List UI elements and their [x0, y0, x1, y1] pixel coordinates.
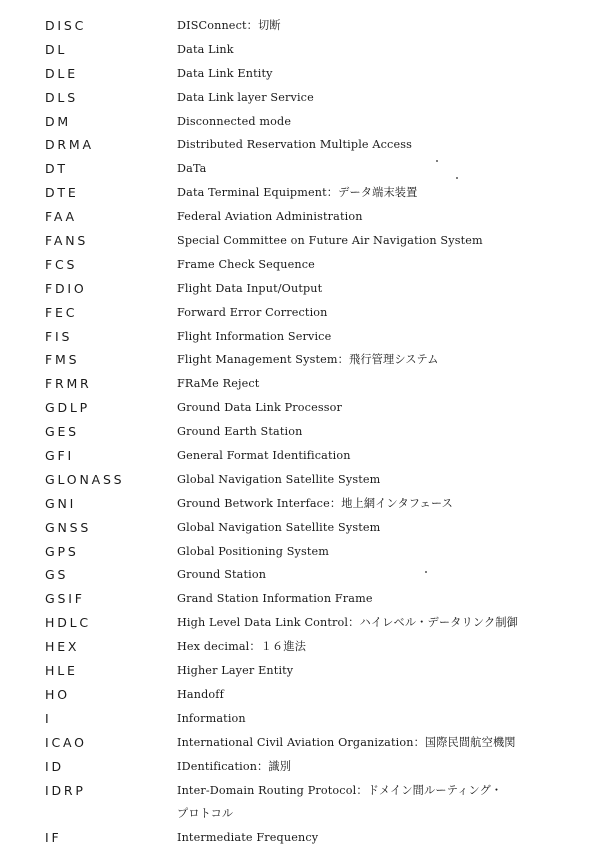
abbreviation-definition: Ground Station [177, 568, 267, 582]
speck-mark [436, 160, 438, 162]
glossary-row [0, 253, 600, 277]
abbreviation-definition: Flight Information Service [177, 329, 332, 343]
abbreviation-definition: Grand Station Information Frame [177, 592, 373, 606]
glossary-row [0, 492, 600, 516]
speck-mark [456, 177, 458, 179]
glossary-row [0, 110, 600, 134]
glossary-row [0, 301, 600, 325]
abbreviation-term: GPS [45, 543, 79, 559]
glossary-row [0, 229, 600, 253]
abbreviation-term: HO [45, 686, 70, 702]
abbreviation-definition: Intermediate Frequency [177, 831, 319, 845]
abbreviation-term: GFI [45, 448, 74, 464]
abbreviation-definition: Global Navigation Satellite System [177, 472, 381, 486]
glossary-row [0, 563, 600, 587]
abbreviation-definition: Data Link [177, 42, 234, 56]
abbreviation-term: DL [45, 41, 68, 57]
glossary-row [0, 420, 600, 444]
abbreviation-definition: Ground Betwork Interface：地上網インタフェース [177, 496, 454, 510]
abbreviation-term: GES [45, 424, 79, 440]
abbreviation-term: FAA [45, 209, 77, 225]
glossary-row [0, 181, 600, 205]
glossary-row [0, 755, 600, 779]
glossary-row [0, 86, 600, 110]
abbreviation-term: HDLC [45, 615, 91, 631]
glossary-row [0, 277, 600, 301]
abbreviation-term: FRMR [45, 376, 92, 392]
abbreviation-definition: Data Terminal Equipment：データ端末装置 [177, 186, 418, 200]
abbreviation-term: FIS [45, 328, 73, 344]
abbreviation-term: DRMA [45, 137, 94, 153]
abbreviation-list [0, 14, 600, 850]
glossary-row [0, 38, 600, 62]
abbreviation-term: GDLP [45, 400, 91, 416]
glossary-row [0, 396, 600, 420]
abbreviation-term: IF [45, 830, 62, 846]
abbreviation-definition: Distributed Reservation Multiple Access [177, 138, 413, 152]
glossary-row [0, 372, 600, 396]
abbreviation-definition: Information [177, 711, 246, 725]
glossary-row [0, 62, 600, 86]
abbreviation-definition: Special Committee on Future Air Navigation System [177, 234, 483, 248]
abbreviation-definition: IDentification：識別 [177, 759, 292, 773]
glossary-row [0, 779, 600, 803]
abbreviation-term: FCS [45, 256, 78, 272]
glossary-row [0, 659, 600, 683]
abbreviation-definition: プロトコル [177, 807, 234, 821]
abbreviation-definition: DaTa [177, 162, 207, 176]
abbreviation-definition: Flight Management System：飛行管理システム [177, 353, 439, 367]
abbreviation-term: DTE [45, 185, 79, 201]
abbreviation-definition: Handoff [177, 687, 224, 701]
abbreviation-definition: High Level Data Link Control：ハイレベル・データリンク制御 [177, 616, 518, 630]
abbreviation-term: GS [45, 567, 69, 583]
abbreviation-term: GSIF [45, 591, 85, 607]
abbreviation-term: HLE [45, 663, 78, 679]
abbreviation-definition: Ground Earth Station [177, 425, 303, 439]
abbreviation-definition: Disconnected mode [177, 114, 292, 128]
abbreviation-term: DLS [45, 89, 78, 105]
speck-mark [425, 571, 427, 573]
abbreviation-definition: International Civil Aviation Organization：国際民間航空機関 [177, 735, 516, 749]
abbreviation-term: ID [45, 758, 64, 774]
abbreviation-term: GNI [45, 495, 77, 511]
glossary-row [0, 540, 600, 564]
abbreviation-definition: DISConnect：切断 [177, 19, 281, 32]
abbreviation-term: IDRP [45, 782, 86, 798]
abbreviation-term: HEX [45, 639, 80, 655]
abbreviation-definition: Data Link Entity [177, 66, 273, 80]
glossary-row [0, 635, 600, 659]
glossary-row [0, 826, 600, 850]
abbreviation-term: DT [45, 161, 68, 177]
abbreviation-term: GNSS [45, 519, 92, 535]
abbreviation-definition: Frame Check Sequence [177, 257, 315, 271]
abbreviation-definition: FRaMe Reject [177, 377, 260, 391]
glossary-row [0, 802, 600, 826]
abbreviation-term: DISC [45, 18, 87, 33]
abbreviation-definition: General Format Identification [177, 449, 351, 463]
glossary-row [0, 587, 600, 611]
abbreviation-term: FANS [45, 233, 89, 249]
glossary-row [0, 348, 600, 372]
glossary-row [0, 516, 600, 540]
abbreviation-term: DLE [45, 65, 78, 81]
abbreviation-definition: Federal Aviation Administration [177, 210, 363, 224]
abbreviation-definition: Higher Layer Entity [177, 664, 294, 678]
abbreviation-term: FEC [45, 304, 78, 320]
glossary-row [0, 14, 600, 38]
abbreviation-term: GLONASS [45, 471, 125, 487]
abbreviation-definition: Data Link layer Service [177, 90, 314, 104]
glossary-row [0, 157, 600, 181]
glossary-row [0, 611, 600, 635]
abbreviation-definition: Flight Data Input/Output [177, 281, 323, 295]
abbreviation-term: ICAO [45, 734, 87, 750]
abbreviation-term: FMS [45, 352, 80, 368]
glossary-row [0, 707, 600, 731]
abbreviation-definition: Global Positioning System [177, 544, 330, 558]
glossary-row [0, 468, 600, 492]
abbreviation-term: DM [45, 113, 72, 129]
abbreviation-term: FDIO [45, 280, 87, 296]
glossary-row [0, 133, 600, 157]
abbreviation-term: I [45, 710, 52, 726]
glossary-row [0, 731, 600, 755]
abbreviation-definition: Inter-Domain Routing Protocol：ドメイン間ルーティング・ [177, 783, 503, 797]
glossary-row [0, 325, 600, 349]
glossary-row [0, 444, 600, 468]
glossary-row [0, 205, 600, 229]
abbreviation-definition: Global Navigation Satellite System [177, 520, 381, 534]
abbreviation-definition: Hex decimal：１６進法 [177, 640, 307, 654]
abbreviation-definition: Forward Error Correction [177, 305, 328, 319]
abbreviation-definition: Ground Data Link Processor [177, 401, 343, 415]
glossary-row [0, 683, 600, 707]
